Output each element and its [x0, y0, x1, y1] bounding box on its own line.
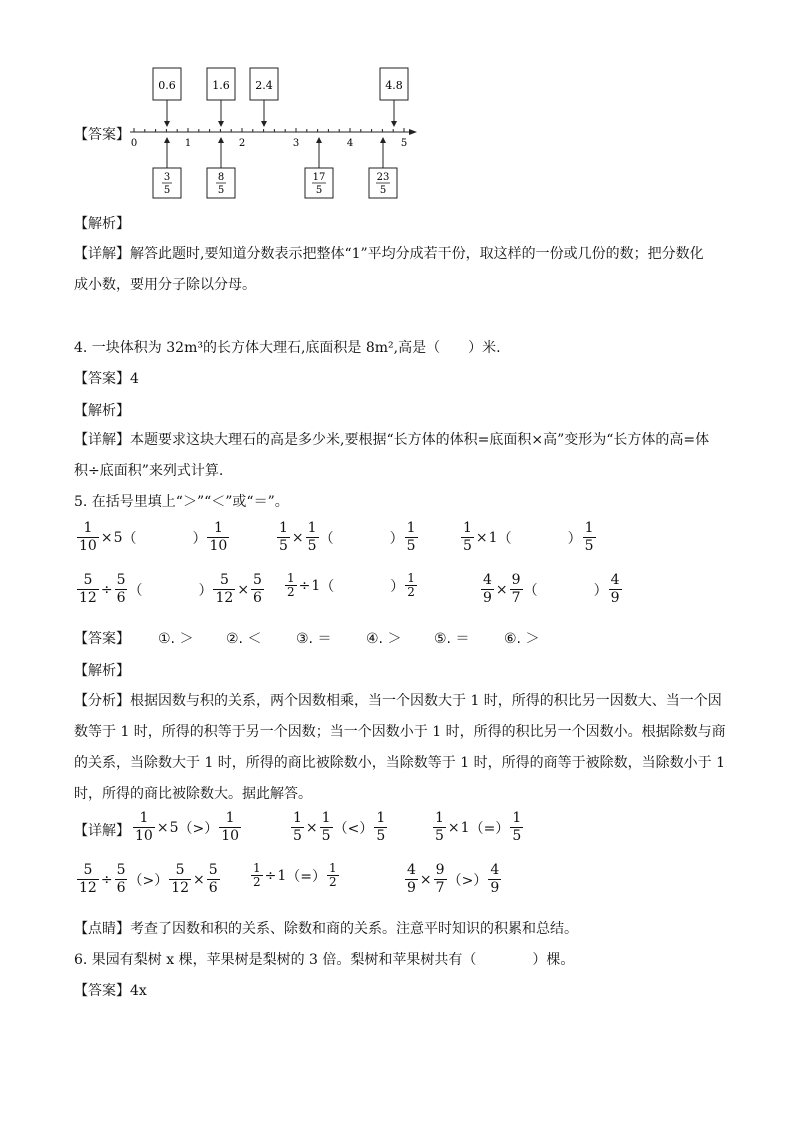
q3-detail-line2: 成小数，要用分子除以分母。 [74, 277, 256, 293]
bottom-box-17-5 [305, 137, 333, 198]
q4-answer: 【答案】4 [74, 371, 139, 387]
svg-text:0.6: 0.6 [158, 79, 176, 92]
svg-text:23: 23 [376, 172, 390, 183]
tick-label-5: 5 [400, 138, 408, 149]
number-line-figure [125, 60, 425, 202]
svg-text:8: 8 [217, 172, 225, 183]
svg-text:5: 5 [217, 185, 225, 196]
q5-detail-6: $\frac{4}{9}$ × $\frac{9}{7}$ （>） $\frac{4}{9}$ [407, 862, 500, 896]
answer-blank[interactable]: （ ） [523, 582, 608, 599]
bottom-box-3-5 [153, 137, 181, 198]
q5-item-6: $\frac{4}{9}$ × $\frac{9}{7}$ （ ） $\frac{4}{9}$ [483, 572, 620, 606]
fraction-1-10: $\frac{1}{10}$ [79, 520, 97, 554]
tick-label-2: 2 [238, 138, 246, 149]
bottom-box-23-5 [369, 137, 397, 198]
top-box-2.4 [250, 68, 278, 127]
q5-detail-2: $\frac{1}{5}$ × $\frac{1}{5}$ （<） $\frac{1}{5}$ [293, 810, 386, 844]
q5-detail-1: $\frac{1}{10}$ × 5 （>） $\frac{1}{10}$ [135, 810, 240, 844]
svg-text:5: 5 [379, 185, 387, 196]
q5-detail-5: $\frac{1}{2}$ ÷ 1 （=） $\frac{1}{2}$ [253, 861, 337, 889]
q5-answer-3: ③. ＝ [296, 631, 332, 647]
q6-question: 6. 果园有梨树 x 棵，苹果树是梨树的 3 倍。梨树和苹果树共有（ ）棵。 [74, 952, 575, 968]
q3-detail-line1: 【详解】解答此题时,要知道分数表示把整体“1”平均分成若干份，取这样的一份或几份的数；把分数化 [74, 246, 704, 262]
q5-detail-4: $\frac{5}{12}$ ÷ $\frac{5}{6}$ （>） $\frac{5}{12}$ × $\frac{5}{6}$ [79, 862, 218, 896]
q5-dianjing: 【点睛】考查了因数和积的关系、除数和商的关系。注意平时知识的积累和总结。 [74, 921, 578, 937]
top-box-0.6 [153, 68, 181, 127]
q3-analysis-tag: 【解析】 [74, 216, 130, 232]
q5-item-5: $\frac{1}{2}$ ÷ 1 （ ） $\frac{1}{2}$ [287, 571, 415, 599]
tick-label-0: 0 [130, 138, 138, 149]
svg-text:1.6: 1.6 [212, 79, 230, 92]
q5-item-2: $\frac{1}{5}$ × $\frac{1}{5}$ （ ） $\frac{1}{5}$ [279, 520, 416, 554]
q5-answer-1: ①. ＞ [158, 631, 194, 647]
number-line-axis [130, 128, 417, 149]
top-box-1.6 [207, 68, 235, 127]
answer-blank[interactable]: （ ） [497, 530, 582, 547]
q5-answer-5: ⑤. ＝ [434, 631, 470, 647]
top-box-4.8 [380, 68, 408, 127]
svg-text:3: 3 [163, 172, 171, 183]
detail-tag: 【详解】 [74, 246, 130, 262]
q5-answer-tag: 【答案】 [74, 631, 130, 647]
answer-blank[interactable]: （ ） [122, 530, 207, 547]
svg-text:17: 17 [312, 172, 326, 183]
answer-blank[interactable]: （ ） [319, 530, 404, 547]
q4-detail-line1: 【详解】本题要求这块大理石的高是多少米,要根据“长方体的体积=底面积×高”变形为“长方体的高=体 [74, 432, 710, 448]
bottom-box-8-5 [207, 137, 235, 198]
q5-answer-4: ④. ＞ [366, 631, 402, 647]
q5-analysis-tag: 【解析】 [74, 663, 130, 679]
fraction-1-10: $\frac{1}{10}$ [209, 520, 228, 554]
tick-label-3: 3 [292, 138, 300, 149]
q5-answer-2: ②. ＜ [226, 631, 262, 647]
svg-text:4.8: 4.8 [385, 79, 403, 92]
q5-fenxi-line3: 的关系，当除数大于 1 时，所得的商比被除数小，当除数等于 1 时，所得的商等于被除数，当除数小于 1 [74, 755, 725, 771]
q5-answer-6: ⑥. ＞ [504, 631, 540, 647]
svg-text:2.4: 2.4 [255, 79, 273, 92]
q5-detail-tag: 【详解】 [74, 823, 130, 839]
tick-label-4: 4 [346, 138, 354, 149]
q3-answer-tag: 【答案】 [74, 127, 130, 143]
q5-item-1: $\frac{1}{10}$ × 5 （ ） $\frac{1}{10}$ [79, 520, 228, 554]
q5-question: 5. 在括号里填上“＞”“＜”或“＝”。 [74, 494, 289, 510]
answer-blank[interactable]: （ ） [320, 578, 405, 595]
tick-label-1: 1 [184, 138, 192, 149]
q6-answer: 【答案】4x [74, 983, 147, 999]
svg-text:5: 5 [315, 185, 323, 196]
q5-fenxi-line4: 时，所得的商比被除数大。据此解答。 [74, 786, 312, 802]
q4-analysis-tag: 【解析】 [74, 403, 130, 419]
q5-item-3: $\frac{1}{5}$ × 1 （ ） $\frac{1}{5}$ [463, 520, 594, 554]
q5-item-4: $\frac{5}{12}$ ÷ $\frac{5}{6}$ （ ） $\frac{5}{12}$ × $\frac{5}{6}$ [79, 572, 262, 606]
q5-fenxi-line2: 数等于 1 时，所得的积等于另一个因数；当一个因数小于 1 时，所得的积比另一个因数小。根据除数与商 [74, 724, 726, 740]
q4-detail-line2: 积÷底面积”来列式计算. [74, 463, 224, 479]
answer-blank[interactable]: （ ） [128, 582, 213, 599]
q5-fenxi-line1: 【分析】根据因数与积的关系，两个因数相乘，当一个因数大于 1 时，所得的积比另一因数大、当一个因 [74, 693, 722, 709]
q5-detail-3: $\frac{1}{5}$ × 1 （=） $\frac{1}{5}$ [435, 810, 522, 844]
svg-text:5: 5 [163, 185, 171, 196]
q4-question: 4. 一块体积为 32m³的长方体大理石,底面积是 8m²,高是（ ）米. [74, 340, 501, 356]
